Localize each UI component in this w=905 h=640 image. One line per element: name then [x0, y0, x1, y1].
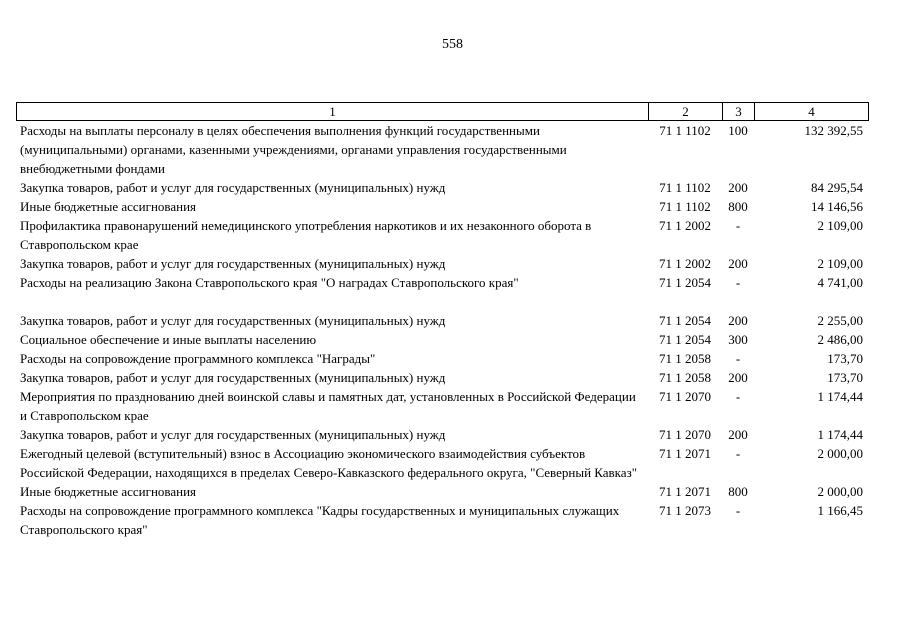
- row-code: 71 1 2002: [659, 218, 711, 233]
- row-name: Профилактика правонарушений немедицинского употребления наркотиков и их незаконного оборота в Ставропольском крае: [20, 218, 592, 252]
- row-amount: 1 174,44: [817, 427, 863, 442]
- table-row: [16, 178, 869, 197]
- table-row: [16, 482, 869, 501]
- row-code: 71 1 2054: [659, 332, 711, 347]
- row-type: -: [735, 503, 741, 518]
- row-name: Закупка товаров, работ и услуг для государственных (муниципальных) нужд: [20, 256, 446, 271]
- row-type: -: [735, 389, 741, 404]
- row-code: 71 1 2058: [659, 370, 711, 385]
- row-name: Расходы на выплаты персоналу в целях обеспечения выполнения функций государственными (муниципальными) органами, казенными учреждениями, органами управления государственными внебюджетными фондами: [20, 123, 567, 176]
- row-type: -: [735, 351, 741, 366]
- row-name: Иные бюджетные ассигнования: [20, 484, 197, 499]
- row-type: 200: [728, 180, 748, 195]
- row-amount: 2 255,00: [817, 313, 863, 328]
- row-type: 800: [728, 199, 748, 214]
- row-code: 71 1 1102: [659, 123, 711, 138]
- row-amount: 2 000,00: [817, 484, 863, 499]
- row-name: Иные бюджетные ассигнования: [20, 199, 197, 214]
- row-name: Ежегодный целевой (вступительный) взнос в Ассоциацию экономического взаимодействия субъектов Российской Федерации, находящихся в пределах Северо-Кавказского федерального округа, "Северный Кавказ": [20, 446, 638, 480]
- table-row: [16, 216, 869, 254]
- row-type: -: [735, 275, 741, 290]
- row-name: Расходы на сопровождение программного комплекса "Награды": [20, 351, 376, 366]
- row-amount: 173,70: [827, 351, 863, 366]
- table-header: [16, 102, 869, 121]
- table-row: [16, 330, 869, 349]
- row-name: Мероприятия по празднованию дней воинской славы и памятных дат, установленных в Российской Федерации и Ставропольском крае: [20, 389, 636, 423]
- row-code: 71 1 2071: [659, 484, 711, 499]
- row-type: -: [735, 218, 741, 233]
- row-code: 71 1 2073: [659, 503, 711, 518]
- table-row: [16, 349, 869, 368]
- row-type: 200: [728, 427, 748, 442]
- table-row: [16, 273, 869, 292]
- row-type: 800: [728, 484, 748, 499]
- header-col-3: 3: [723, 103, 755, 120]
- row-name: Расходы на реализацию Закона Ставропольского края "О наградах Ставропольского края": [20, 275, 519, 290]
- row-code: 71 1 2071: [659, 446, 711, 461]
- row-type: 100: [728, 123, 748, 138]
- row-name: Закупка товаров, работ и услуг для государственных (муниципальных) нужд: [20, 427, 446, 442]
- row-type: 200: [728, 313, 748, 328]
- row-amount: 1 166,45: [817, 503, 863, 518]
- table-row: [16, 387, 869, 425]
- row-amount: 132 392,55: [804, 123, 863, 138]
- row-code: 71 1 1102: [659, 180, 711, 195]
- row-code: 71 1 2058: [659, 351, 711, 366]
- row-code: 71 1 2002: [659, 256, 711, 271]
- row-name: Закупка товаров, работ и услуг для государственных (муниципальных) нужд: [20, 313, 446, 328]
- row-code: 71 1 2070: [659, 389, 711, 404]
- row-type: 200: [728, 370, 748, 385]
- table-row: [16, 501, 869, 539]
- row-type: 200: [728, 256, 748, 271]
- table-row: [16, 311, 869, 330]
- row-amount: 4 741,00: [817, 275, 863, 290]
- row-type: 300: [728, 332, 748, 347]
- row-amount: 2 109,00: [817, 218, 863, 233]
- table-row: [16, 425, 869, 444]
- row-name: Закупка товаров, работ и услуг для государственных (муниципальных) нужд: [20, 180, 446, 195]
- row-amount: 2 486,00: [817, 332, 863, 347]
- table-row: [16, 254, 869, 273]
- row-name: Закупка товаров, работ и услуг для государственных (муниципальных) нужд: [20, 370, 446, 385]
- table-row: [16, 444, 869, 482]
- row-amount: 173,70: [827, 370, 863, 385]
- table-body: [16, 121, 869, 539]
- row-code: 71 1 2054: [659, 275, 711, 290]
- page-number: 558: [442, 37, 463, 52]
- header-col-4: 4: [808, 104, 815, 119]
- table-row: [16, 368, 869, 387]
- row-amount: 14 146,56: [811, 199, 863, 214]
- table-row: [16, 197, 869, 216]
- row-code: 71 1 1102: [659, 199, 711, 214]
- row-code: 71 1 2070: [659, 427, 711, 442]
- table-row: [16, 121, 869, 178]
- row-name: Расходы на сопровождение программного комплекса "Кадры государственных и муниципальных служащих Ставропольского края": [20, 503, 620, 537]
- row-amount: 84 295,54: [811, 180, 863, 195]
- row-type: -: [735, 446, 741, 461]
- row-amount: 2 000,00: [817, 446, 863, 461]
- header-col-2: 2: [649, 103, 723, 120]
- row-name: Социальное обеспечение и иные выплаты населению: [20, 332, 317, 347]
- row-code: 71 1 2054: [659, 313, 711, 328]
- header-col-1: 1: [17, 103, 649, 120]
- row-amount: 2 109,00: [817, 256, 863, 271]
- row-amount: 1 174,44: [817, 389, 863, 404]
